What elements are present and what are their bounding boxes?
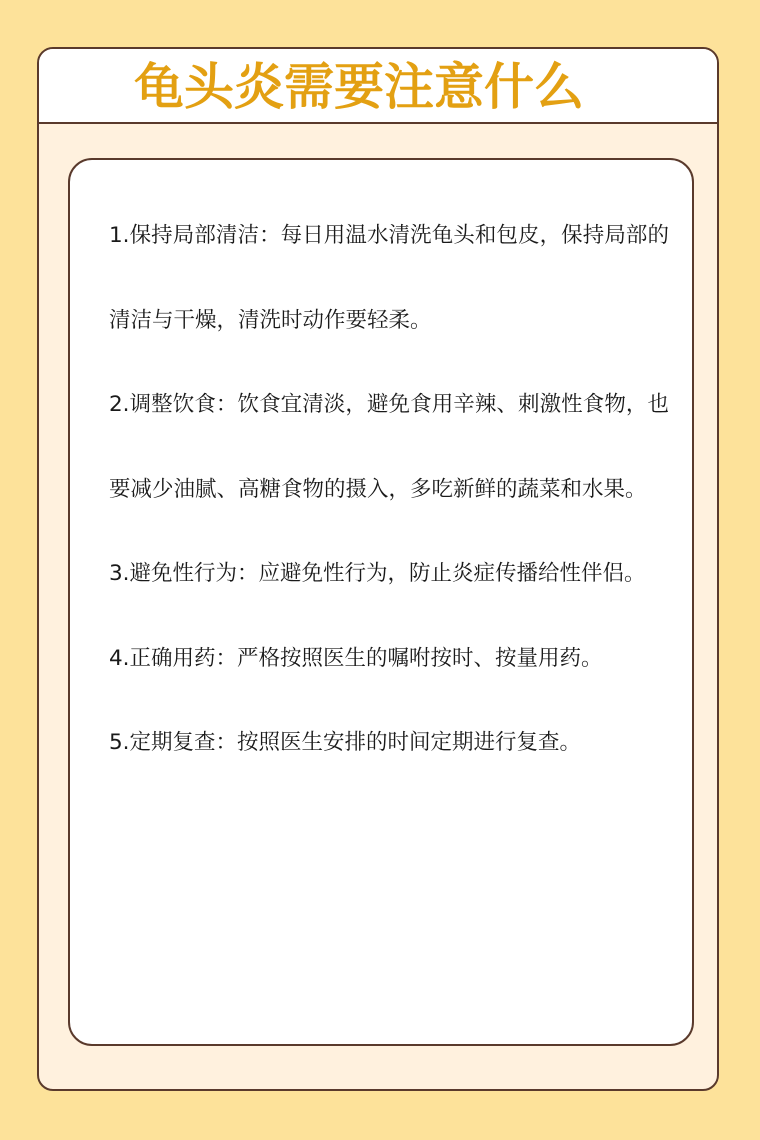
page-title: 龟头炎需要注意什么	[134, 58, 584, 116]
tip-item-diet: 2.调整饮食：饮食宜清淡，避免食用辛辣、刺激性食物，也要减少油腻、高糖食物的摄入，多吃新鲜的蔬菜和水果。	[109, 392, 669, 502]
outer-card	[37, 47, 719, 1091]
tip-item-abstinence: 3.避免性行为：应避免性行为，防止炎症传播给性伴侣。	[109, 561, 646, 586]
title-header	[39, 49, 717, 124]
content-card	[68, 158, 694, 1046]
tip-item-followup: 5.定期复查：按照医生安排的时间定期进行复查。	[109, 730, 582, 755]
tips-list	[109, 194, 669, 786]
tip-item-medication: 4.正确用药：严格按照医生的嘱咐按时、按量用药。	[109, 645, 603, 671]
tip-item-hygiene: 1.保持局部清洁：每日用温水清洗龟头和包皮，保持局部的清洁与干燥，清洗时动作要轻柔。	[109, 223, 669, 333]
